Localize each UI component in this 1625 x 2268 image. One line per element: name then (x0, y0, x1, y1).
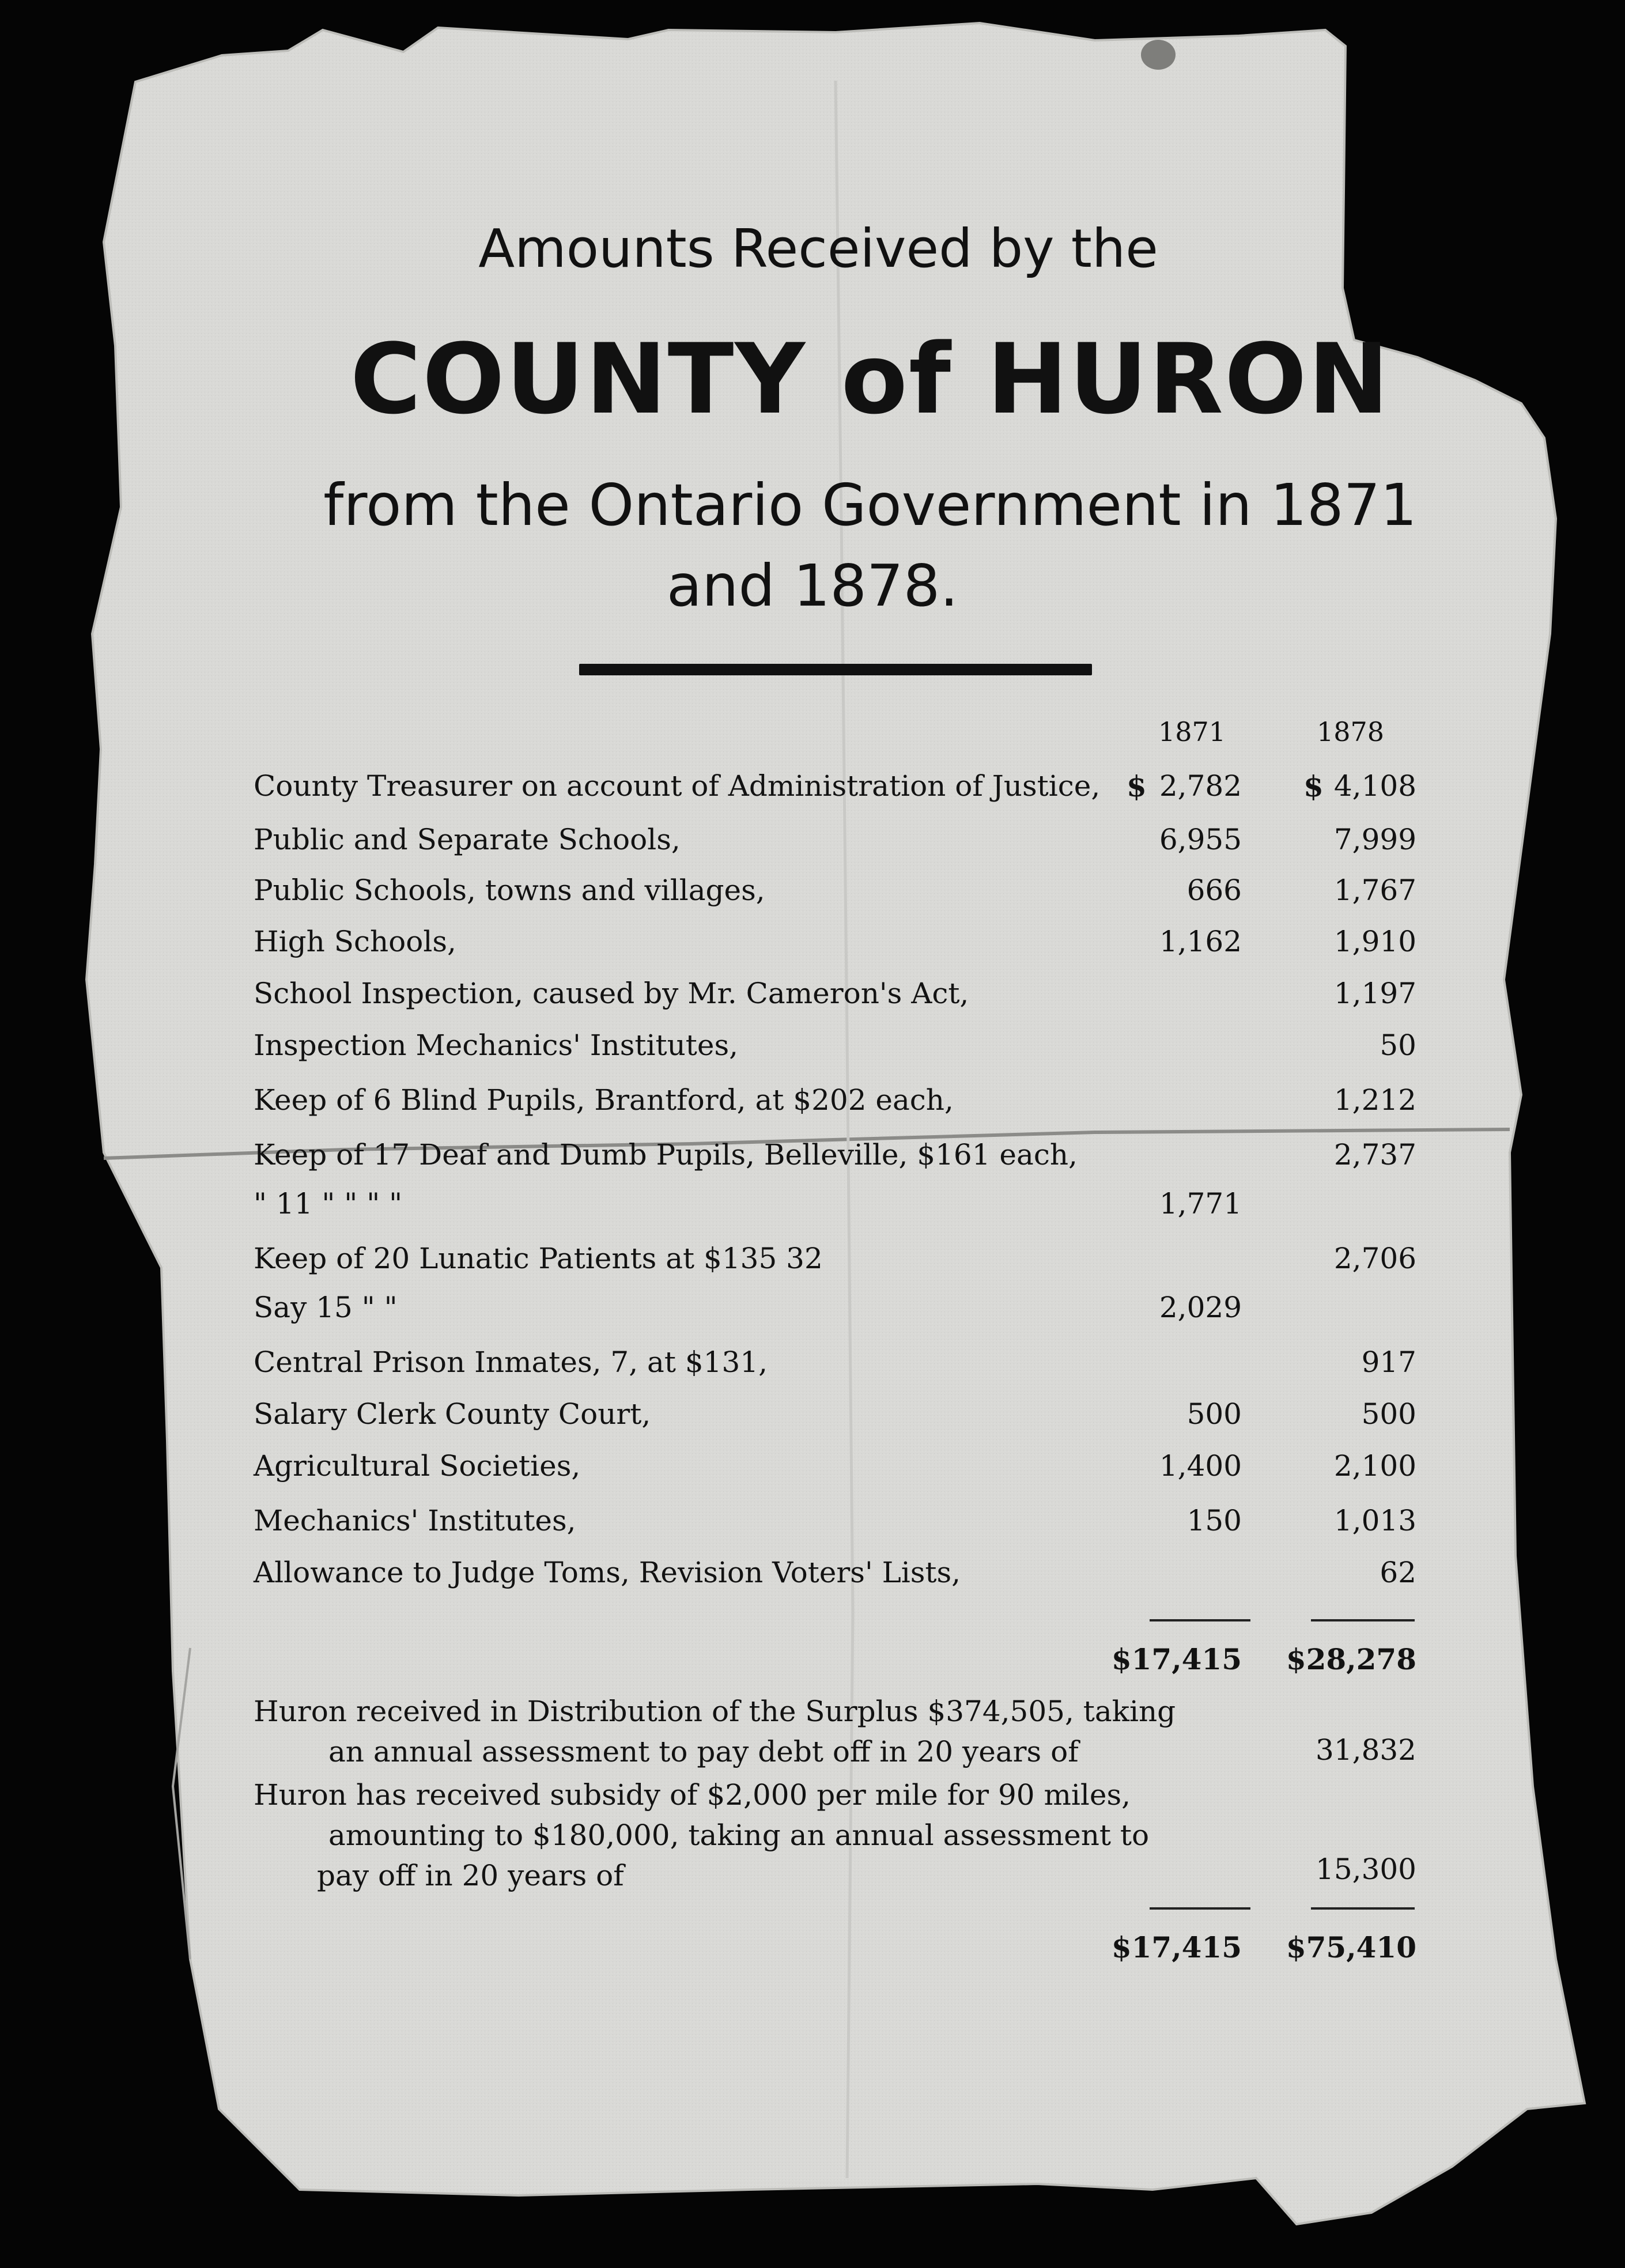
value-1878: 1,910 (1333, 925, 1416, 958)
title-line-1: Amounts Received by the (478, 218, 1158, 279)
value-1871: 1,400 (1159, 1449, 1242, 1483)
total-1878: $75,410 (1286, 1930, 1416, 1964)
value-1871: 150 (1186, 1504, 1242, 1537)
value-1871: 2,782 (1159, 769, 1242, 803)
value-1878: 2,706 (1333, 1242, 1416, 1275)
value-1878: 1,767 (1333, 874, 1416, 907)
total-rule-1878 (1311, 1907, 1415, 1910)
value-1871: 6,955 (1159, 823, 1242, 856)
title-rule (579, 664, 1092, 675)
column-header-1878: 1878 (1317, 716, 1385, 747)
table-row (0, 1291, 1625, 1331)
value-1871: 2,029 (1159, 1291, 1242, 1324)
row-label: Public Schools, towns and villages, (254, 874, 765, 907)
table-row (0, 874, 1625, 914)
table-row (0, 1083, 1625, 1124)
value-1871: 666 (1186, 874, 1242, 907)
table-row (0, 823, 1625, 863)
note-line: pay off in 20 years of (317, 1859, 624, 1892)
value-1871: 1,162 (1159, 925, 1242, 958)
table-row (0, 1138, 1625, 1178)
row-label: " 11 " " " " (254, 1187, 403, 1220)
note-line: an annual assessment to pay debt off in 20 years of (328, 1735, 1079, 1768)
row-label: Central Prison Inmates, 7, at $131, (254, 1345, 768, 1379)
subsidy-note-value: 15,300 (1316, 1853, 1416, 1886)
value-1878: 1,212 (1333, 1083, 1416, 1117)
value-1878: 2,100 (1333, 1449, 1416, 1483)
note-line: Huron received in Distribution of the Surplus $374,505, taking (254, 1695, 1176, 1728)
row-label: Inspection Mechanics' Institutes, (254, 1029, 739, 1062)
row-label: Salary Clerk County Court, (254, 1397, 651, 1431)
value-1878: 2,737 (1333, 1138, 1416, 1171)
total-rule-1871 (1150, 1907, 1250, 1910)
table-row (0, 1556, 1625, 1596)
row-label: Mechanics' Institutes, (254, 1504, 576, 1537)
value-1878: 50 (1380, 1029, 1416, 1062)
table-row (0, 1397, 1625, 1438)
title-line-4: and 1878. (666, 552, 959, 619)
row-label: Agricultural Societies, (254, 1449, 581, 1483)
row-label: High Schools, (254, 925, 456, 958)
note-line: Huron has received subsidy of $2,000 per mile for 90 miles, (254, 1778, 1131, 1812)
note-line: amounting to $180,000, taking an annual assessment to (328, 1819, 1150, 1852)
column-header-1871: 1871 (1158, 716, 1226, 747)
subsidy-note (254, 1775, 1149, 1896)
dollar-sign: $ (1303, 769, 1324, 803)
table-row (0, 1187, 1625, 1227)
table-row (0, 1345, 1625, 1386)
table-row (0, 977, 1625, 1017)
dollar-sign: $ (1127, 769, 1147, 803)
row-label: County Treasurer on account of Administration of Justice, (254, 769, 1101, 803)
subtotal-rule-1871 (1150, 1619, 1250, 1621)
total-1871: $17,415 (1111, 1930, 1242, 1964)
row-label: Keep of 20 Lunatic Patients at $135 32 (254, 1242, 823, 1275)
title-county: COUNTY of HURON (350, 323, 1390, 436)
value-1871: 1,771 (1159, 1187, 1242, 1220)
value-1878: 4,108 (1333, 769, 1416, 803)
row-label: Keep of 17 Deaf and Dumb Pupils, Belleville, $161 each, (254, 1138, 1078, 1171)
title-line-3: from the Ontario Government in 1871 (323, 471, 1417, 539)
value-1878: 1,013 (1333, 1504, 1416, 1537)
value-1871: 500 (1186, 1397, 1242, 1431)
value-1878: 7,999 (1333, 823, 1416, 856)
table-row (0, 1449, 1625, 1490)
value-1878: 917 (1361, 1345, 1416, 1379)
subtotal-1878: $28,278 (1286, 1642, 1416, 1676)
row-label: Public and Separate Schools, (254, 823, 681, 856)
row-label: Keep of 6 Blind Pupils, Brantford, at $202 each, (254, 1083, 954, 1117)
row-label: School Inspection, caused by Mr. Cameron's Act, (254, 977, 969, 1010)
table-row (0, 769, 1625, 810)
value-1878: 62 (1380, 1556, 1416, 1589)
value-1878: 500 (1361, 1397, 1416, 1431)
value-1878: 1,197 (1333, 977, 1416, 1010)
surplus-note-value: 31,832 (1316, 1733, 1416, 1767)
table-row (0, 1029, 1625, 1069)
subtotal-row (0, 1642, 1625, 1683)
table-row (0, 1242, 1625, 1282)
surplus-note (254, 1691, 1176, 1772)
row-label: Say 15 " " (254, 1291, 398, 1324)
table-row (0, 1504, 1625, 1544)
table-row (0, 925, 1625, 965)
row-label: Allowance to Judge Toms, Revision Voters' Lists, (254, 1556, 961, 1589)
subtotal-1871: $17,415 (1111, 1642, 1242, 1676)
subtotal-rule-1878 (1311, 1619, 1415, 1621)
total-row (0, 1930, 1625, 1971)
